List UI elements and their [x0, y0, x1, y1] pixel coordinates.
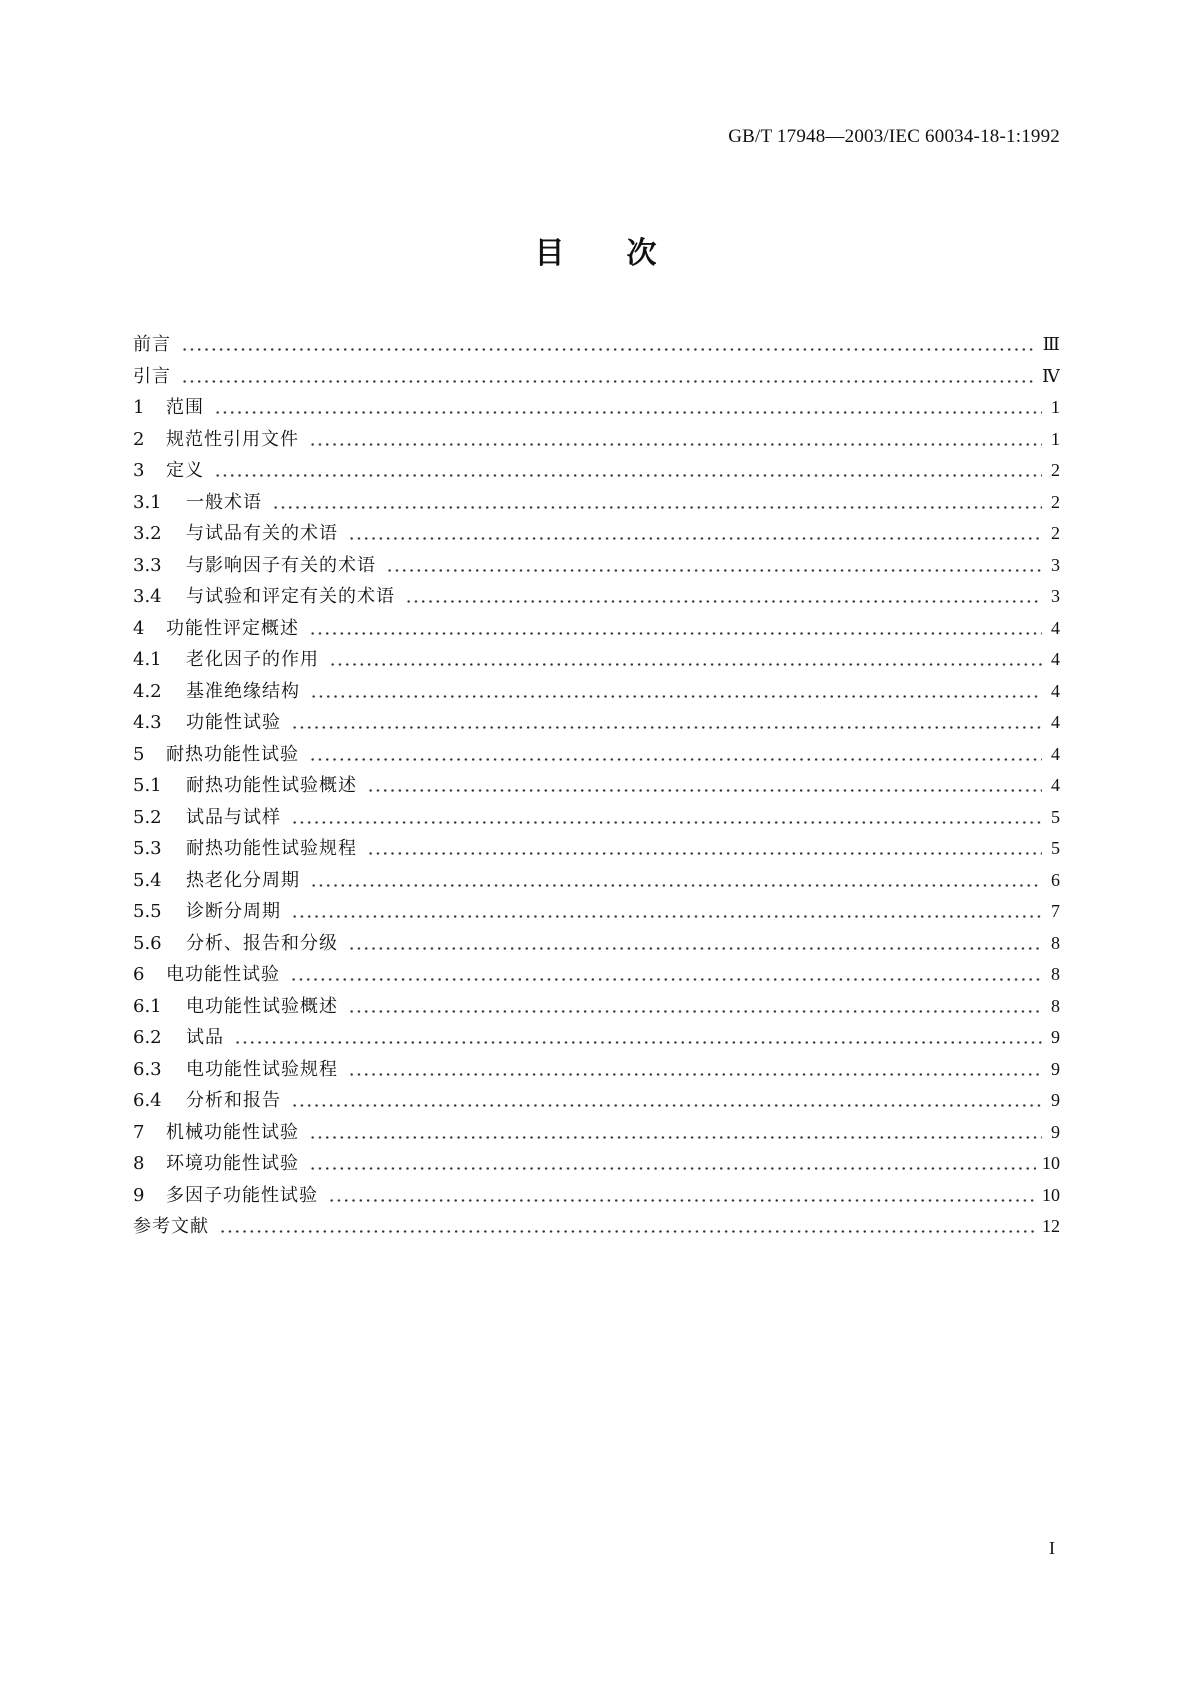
toc-entry-page: 7: [1051, 901, 1060, 921]
toc-entry-page: 4: [1051, 617, 1060, 638]
toc-entry[interactable]: [133, 551, 1060, 583]
toc-leader-dots: [386, 555, 1042, 573]
toc-entry[interactable]: [133, 897, 1060, 929]
toc-leader-dots: [309, 429, 1042, 447]
toc-entry[interactable]: [133, 645, 1060, 677]
toc-leader-dots: [272, 492, 1042, 510]
toc-entry-number: 5.5: [133, 901, 162, 922]
toc-entry-number: 3: [133, 460, 145, 481]
toc-entry-page: 8: [1051, 964, 1060, 984]
toc-entry-page: Ⅲ: [1042, 334, 1060, 354]
toc-entry-label: 分析和报告: [186, 1090, 281, 1111]
toc-leader-dots: [348, 933, 1042, 951]
toc-entry-label: 与试品有关的术语: [186, 523, 338, 544]
toc-leader-dots: [181, 334, 1037, 352]
toc-leader-dots: [291, 807, 1042, 825]
toc-entry-number: 4.3: [133, 712, 162, 733]
toc-entry-page: 1: [1051, 428, 1060, 449]
toc-leader-dots: [309, 1153, 1036, 1171]
toc-entry-label: 诊断分周期: [186, 901, 281, 922]
toc-entry-page: 3: [1051, 586, 1060, 606]
toc-entry-page: 5: [1051, 806, 1060, 827]
toc-entry-label: 引言: [133, 365, 171, 387]
toc-entry-label: 电功能性试验: [166, 964, 280, 985]
standard-header: GB/T 17948—2003/IEC 60034-18-1:1992: [728, 126, 1060, 147]
toc-entry-number: 7: [133, 1121, 145, 1143]
toc-entry[interactable]: [133, 708, 1060, 740]
toc-entry[interactable]: [133, 1212, 1060, 1244]
toc-entry-number: 9: [133, 1184, 145, 1206]
toc-leader-dots: [291, 712, 1042, 730]
toc-entry[interactable]: [133, 1118, 1060, 1150]
toc-leader-dots: [348, 523, 1042, 541]
toc-entry-page: 9: [1051, 1121, 1060, 1142]
toc-leader-dots: [309, 1122, 1042, 1140]
toc-entry[interactable]: [133, 866, 1060, 898]
toc-entry-page: 4: [1051, 743, 1060, 764]
toc-entry-label: 多因子功能性试验: [166, 1184, 318, 1206]
toc-entry-number: 3.3: [133, 554, 162, 576]
toc-entry-number: 6.4: [133, 1090, 162, 1111]
toc-entry[interactable]: [133, 330, 1060, 362]
toc-entry-page: 8: [1051, 932, 1060, 953]
toc-entry-label: 热老化分周期: [186, 869, 300, 891]
toc-leader-dots: [234, 1027, 1042, 1045]
toc-entry-page: 10: [1042, 1184, 1060, 1205]
toc-entry-number: 6: [133, 964, 145, 985]
toc-entry[interactable]: [133, 740, 1060, 772]
toc-entry-number: 5.4: [133, 869, 162, 891]
toc-entry[interactable]: [133, 519, 1060, 551]
toc-entry-page: Ⅳ: [1042, 365, 1060, 386]
toc-entry-number: 4: [133, 617, 145, 639]
toc-entry-page: 9: [1051, 1090, 1060, 1110]
toc-entry-number: 1: [133, 397, 145, 418]
toc-entry[interactable]: [133, 362, 1060, 394]
toc-entry-label: 功能性试验: [186, 712, 281, 733]
toc-entry-number: 4.2: [133, 680, 162, 702]
toc-entry[interactable]: [133, 677, 1060, 709]
toc-leader-dots: [348, 996, 1042, 1014]
toc-entry-number: 5.1: [133, 775, 162, 796]
toc-entry-page: 4: [1051, 680, 1060, 701]
toc-entry-page: 12: [1042, 1216, 1060, 1236]
toc-entry[interactable]: [133, 1149, 1060, 1181]
toc-entry-page: 1: [1051, 397, 1060, 417]
toc-entry[interactable]: [133, 582, 1060, 614]
toc-entry-label: 环境功能性试验: [166, 1153, 299, 1174]
toc-entry-page: 2: [1051, 491, 1060, 512]
toc-leader-dots: [219, 1216, 1036, 1234]
toc-leader-dots: [348, 1059, 1042, 1077]
toc-entry-page: 8: [1051, 995, 1060, 1016]
toc-entry-label: 分析、报告和分级: [186, 932, 338, 954]
toc-entry[interactable]: [133, 834, 1060, 866]
toc-entry-number: 2: [133, 428, 145, 450]
toc-entry-label: 前言: [133, 334, 171, 355]
toc-entry[interactable]: [133, 1023, 1060, 1055]
toc-entry-number: 5: [133, 743, 145, 765]
toc-leader-dots: [367, 838, 1042, 856]
table-of-contents: [133, 330, 1060, 1244]
toc-entry[interactable]: [133, 456, 1060, 488]
page-title: 目次: [534, 236, 719, 271]
toc-leader-dots: [310, 870, 1042, 888]
toc-leader-dots: [291, 1090, 1042, 1108]
toc-entry[interactable]: [133, 1055, 1060, 1087]
toc-entry-label: 电功能性试验规程: [186, 1058, 338, 1080]
toc-entry-page: 3: [1051, 554, 1060, 575]
toc-entry[interactable]: [133, 992, 1060, 1024]
toc-entry[interactable]: [133, 1181, 1060, 1213]
toc-entry-number: 6.3: [133, 1058, 162, 1080]
toc-entry-number: 4.1: [133, 649, 162, 670]
toc-entry-label: 机械功能性试验: [166, 1121, 299, 1143]
toc-entry-number: 5.6: [133, 932, 162, 954]
toc-leader-dots: [291, 901, 1042, 919]
toc-entry-number: 5.3: [133, 838, 162, 859]
page-number: I: [1049, 1538, 1055, 1558]
toc-entry-number: 3.2: [133, 523, 162, 544]
toc-entry-page: 5: [1051, 838, 1060, 858]
toc-entry-page: 4: [1051, 649, 1060, 669]
toc-entry-label: 规范性引用文件: [166, 428, 299, 450]
toc-entry-label: 范围: [166, 397, 204, 418]
toc-entry[interactable]: [133, 771, 1060, 803]
toc-entry[interactable]: [133, 960, 1060, 992]
toc-entry[interactable]: [133, 393, 1060, 425]
toc-entry-number: 5.2: [133, 806, 162, 828]
toc-entry-page: 10: [1042, 1153, 1060, 1173]
toc-entry-label: 功能性评定概述: [166, 617, 299, 639]
toc-entry-label: 电功能性试验概述: [186, 995, 338, 1017]
toc-entry[interactable]: [133, 614, 1060, 646]
toc-leader-dots: [367, 775, 1042, 793]
toc-entry-label: 试品: [186, 1027, 224, 1048]
toc-entry-page: 6: [1051, 869, 1060, 890]
toc-entry[interactable]: [133, 929, 1060, 961]
toc-entry-label: 与试验和评定有关的术语: [186, 586, 395, 607]
toc-leader-dots: [214, 460, 1042, 478]
toc-entry-number: 6.2: [133, 1027, 162, 1048]
toc-leader-dots: [328, 1185, 1036, 1203]
toc-entry-label: 耐热功能性试验规程: [186, 838, 357, 859]
toc-leader-dots: [181, 366, 1036, 384]
toc-entry-page: 2: [1051, 460, 1060, 480]
toc-entry-number: 8: [133, 1153, 145, 1174]
toc-leader-dots: [329, 649, 1042, 667]
toc-entry-page: 4: [1051, 775, 1060, 795]
toc-leader-dots: [290, 964, 1042, 982]
toc-entry-page: 9: [1051, 1027, 1060, 1047]
toc-entry-label: 一般术语: [186, 491, 262, 513]
toc-entry[interactable]: [133, 425, 1060, 457]
toc-entry-number: 3.4: [133, 586, 162, 607]
toc-leader-dots: [310, 681, 1042, 699]
toc-entry-label: 老化因子的作用: [186, 649, 319, 670]
toc-leader-dots: [214, 397, 1042, 415]
toc-entry-page: 9: [1051, 1058, 1060, 1079]
toc-entry-label: 参考文献: [133, 1216, 209, 1237]
toc-entry-number: 6.1: [133, 995, 162, 1017]
toc-entry-label: 基准绝缘结构: [186, 680, 300, 702]
toc-entry-label: 耐热功能性试验: [166, 743, 299, 765]
toc-entry-label: 耐热功能性试验概述: [186, 775, 357, 796]
toc-leader-dots: [405, 586, 1042, 604]
toc-entry[interactable]: [133, 488, 1060, 520]
toc-entry-page: 2: [1051, 523, 1060, 543]
toc-leader-dots: [309, 618, 1042, 636]
toc-entry-page: 4: [1051, 712, 1060, 732]
toc-entry[interactable]: [133, 803, 1060, 835]
toc-entry[interactable]: [133, 1086, 1060, 1118]
toc-entry-label: 与影响因子有关的术语: [186, 554, 376, 576]
toc-entry-label: 试品与试样: [186, 806, 281, 828]
toc-entry-label: 定义: [166, 460, 204, 481]
toc-leader-dots: [309, 744, 1042, 762]
toc-entry-number: 3.1: [133, 491, 162, 513]
